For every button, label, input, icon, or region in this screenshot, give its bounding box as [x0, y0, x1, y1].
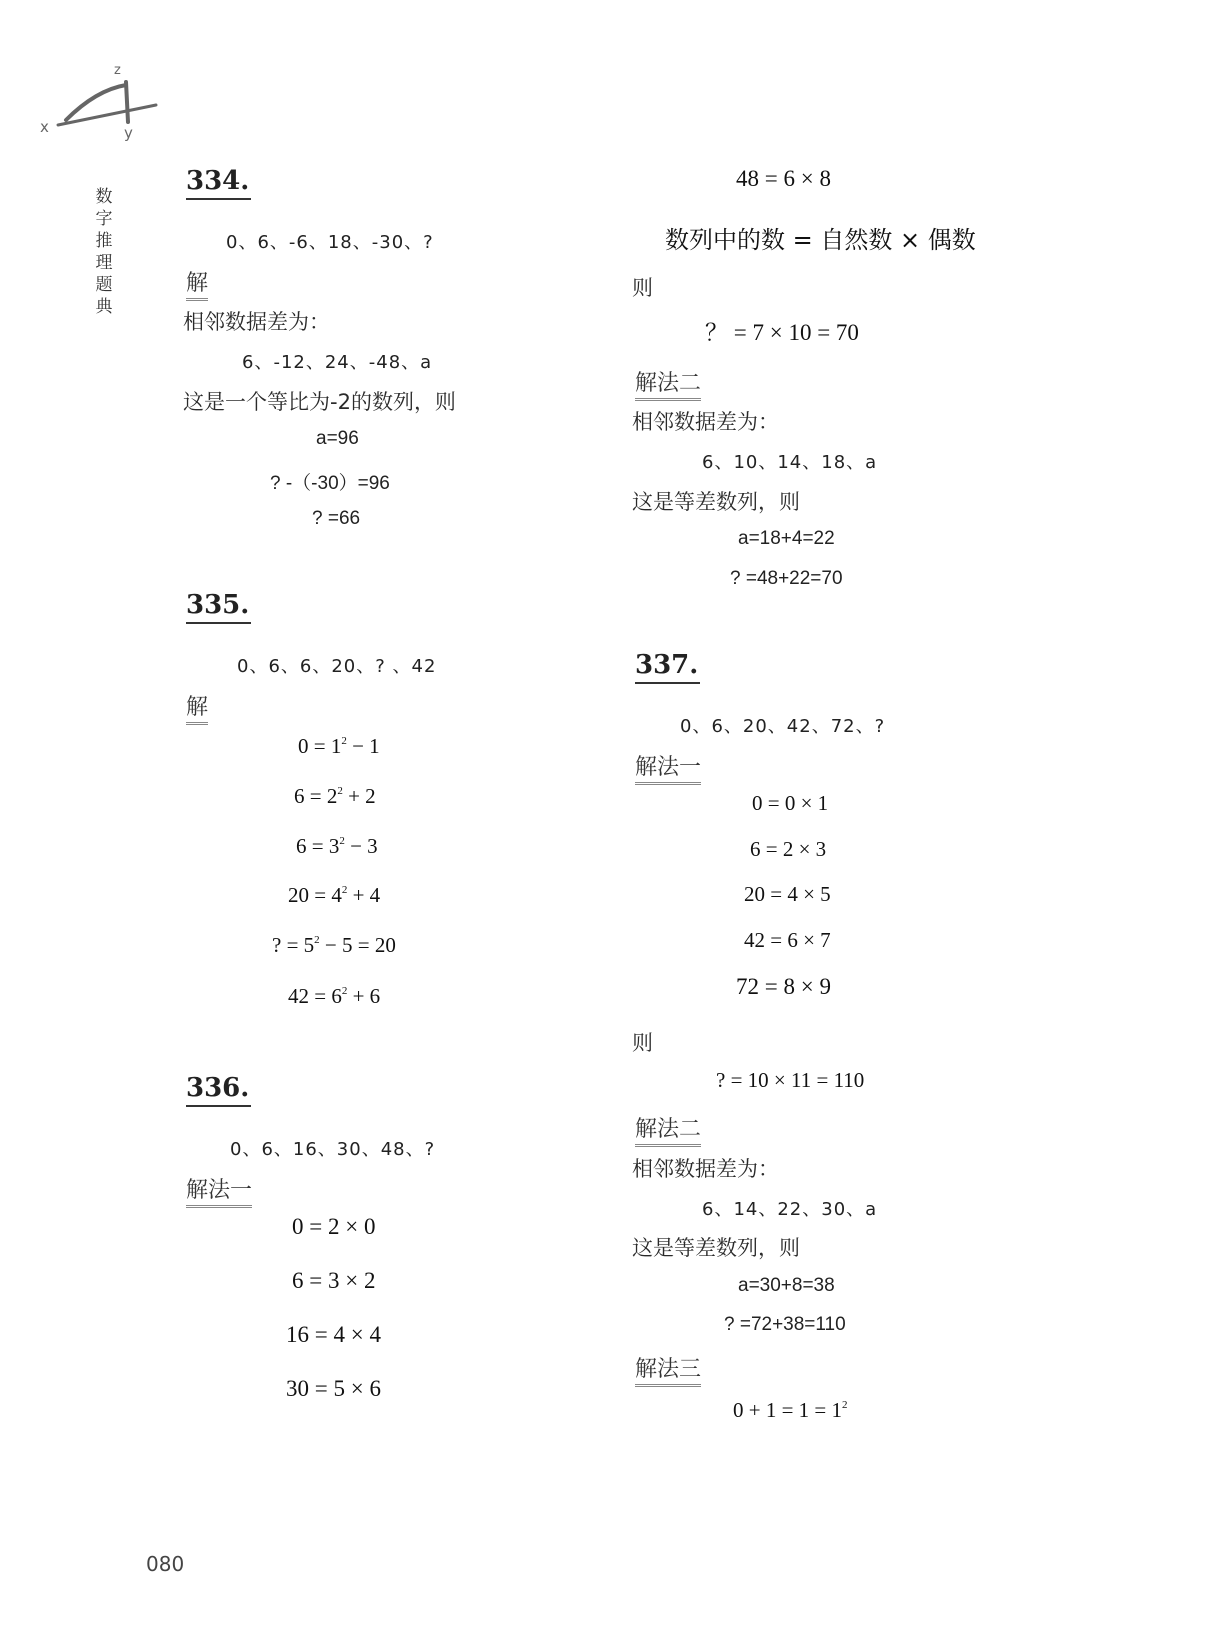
- equation: ? = 10 × 11 = 110: [716, 1068, 865, 1092]
- problem-number: 336.: [186, 1073, 251, 1107]
- solution-label: 解法一: [635, 750, 701, 785]
- problem-sequence: 0、6、6、20、? 、42: [237, 656, 437, 677]
- equation: 6 = 3 × 2: [292, 1268, 376, 1293]
- diff-sequence: 6、-12、24、-48、a: [242, 352, 433, 373]
- side-title-char: 数: [95, 187, 113, 207]
- solution-text: 这是一个等比为-2的数列，则: [183, 390, 456, 414]
- solution-text: 则: [632, 276, 653, 300]
- diff-sequence: 6、10、14、18、a: [702, 452, 878, 473]
- side-title-char: 典: [95, 297, 113, 317]
- solution-label: 解法三: [635, 1352, 701, 1387]
- equation: $6 = 2^2 + 2$: [294, 784, 376, 808]
- equation: 72 = 8 × 9: [736, 974, 831, 999]
- side-title-char: 字: [95, 209, 113, 229]
- equation: ? -（-30）=96: [270, 473, 390, 494]
- equation: a=18+4=22: [738, 528, 835, 549]
- problem-sequence: 0、6、16、30、48、?: [230, 1139, 436, 1160]
- solution-text: 这是等差数列，则: [632, 1236, 800, 1260]
- problem-number: 337.: [635, 650, 700, 684]
- z-axis-label: z: [114, 63, 121, 78]
- y-axis-label: y: [124, 124, 133, 142]
- solution-label: 解: [186, 690, 208, 725]
- solution-text: 相邻数据差为：: [632, 410, 779, 434]
- equation: $0 = 1^2 - 1$: [298, 734, 380, 758]
- equation: ? =66: [312, 508, 361, 529]
- side-title-char: 题: [95, 275, 113, 295]
- diff-sequence: 6、14、22、30、a: [702, 1199, 878, 1220]
- side-title-char: 推: [95, 231, 113, 251]
- rule-text: 数列中的数 = 自然数 × 偶数: [665, 226, 976, 254]
- equation: $20 = 4^2 + 4$: [288, 883, 381, 907]
- page-number: 080: [146, 1552, 185, 1576]
- xyz-axes-logo: [36, 60, 166, 150]
- equation: 48 = 6 × 8: [736, 166, 831, 191]
- side-title-char: 理: [95, 253, 113, 273]
- x-axis-label: x: [40, 118, 49, 136]
- problem-number: 335.: [186, 590, 251, 624]
- equation: 42 = 6 × 7: [744, 928, 831, 952]
- solution-text: 这是等差数列，则: [632, 490, 800, 514]
- equation: ? =48+22=70: [730, 568, 843, 589]
- solution-text: 相邻数据差为：: [183, 310, 330, 334]
- equation: a=96: [316, 428, 359, 449]
- equation: ? = $5^2 - 5 = 20$: [272, 933, 396, 957]
- equation: 16 = 4 × 4: [286, 1322, 381, 1347]
- book-side-title: [92, 186, 116, 318]
- problem-sequence: 0、6、20、42、72、?: [680, 716, 886, 737]
- equation: $0 + 1 = 1 = 1^2$: [733, 1398, 848, 1422]
- problem-number: 334.: [186, 166, 251, 200]
- equation: ？ = 7 × 10 = 70: [705, 320, 859, 345]
- solution-label: 解法二: [635, 366, 701, 401]
- equation: $42 = 6^2 + 6$: [288, 984, 381, 1008]
- equation: ? =72+38=110: [724, 1314, 846, 1335]
- problem-sequence: 0、6、-6、18、-30、?: [226, 232, 434, 253]
- equation: 0 = 0 × 1: [752, 791, 829, 815]
- equation: $6 = 3^2 - 3$: [296, 834, 378, 858]
- equation: 0 = 2 × 0: [292, 1214, 376, 1239]
- equation: a=30+8=38: [738, 1275, 835, 1296]
- equation: 6 = 2 × 3: [750, 837, 827, 861]
- solution-label: 解法一: [186, 1173, 252, 1208]
- solution-text: 相邻数据差为：: [632, 1157, 779, 1181]
- equation: 20 = 4 × 5: [744, 882, 831, 906]
- solution-text: 则: [632, 1031, 653, 1055]
- solution-label: 解: [186, 266, 208, 301]
- solution-label: 解法二: [635, 1112, 701, 1147]
- equation: 30 = 5 × 6: [286, 1376, 381, 1401]
